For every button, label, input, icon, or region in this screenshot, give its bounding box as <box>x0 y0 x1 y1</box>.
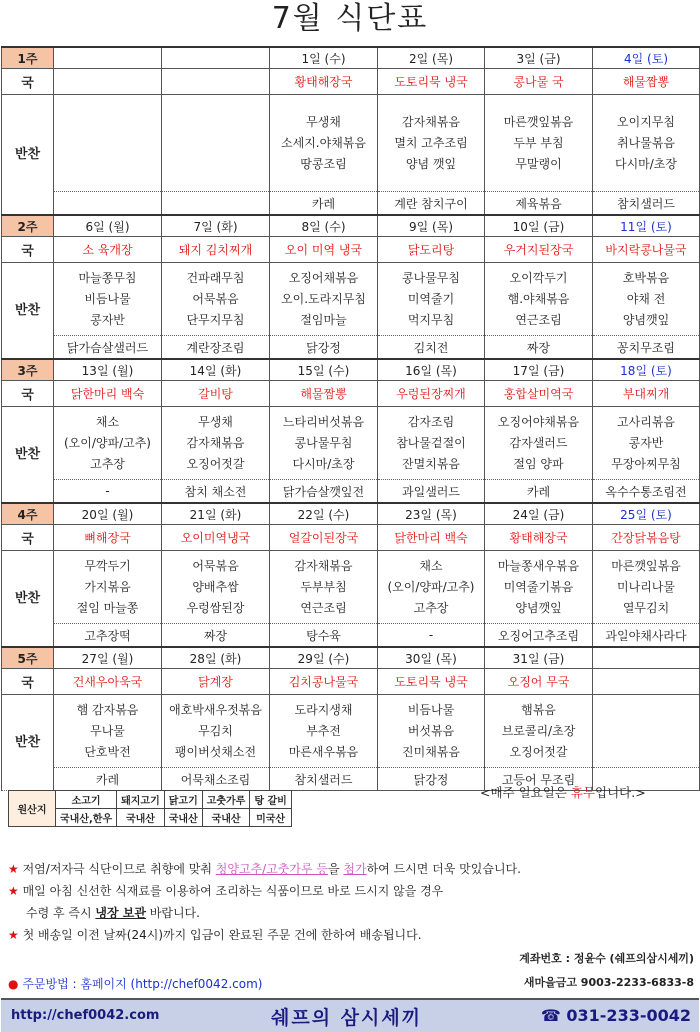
soup-cell: 뼈해장국 <box>54 525 162 551</box>
soup-cell: 우렁된장찌개 <box>378 381 485 407</box>
side-item: 오징어채볶음 <box>288 270 359 285</box>
week-label: 3주 <box>2 359 54 381</box>
side-cell <box>485 263 593 336</box>
extra-dish: 닭강정 <box>270 336 378 360</box>
soup-cell: 얼갈이된장국 <box>270 525 378 551</box>
week-label: 2주 <box>2 215 54 237</box>
side-item: 우렁쌈된장 <box>186 600 245 615</box>
side-cell <box>485 695 593 768</box>
extra-dish: 닭가슴살깻잎전 <box>270 480 378 504</box>
side-cell <box>54 263 162 336</box>
side-cell <box>162 95 270 192</box>
side-cell <box>162 263 270 336</box>
origin-value: 국내산 <box>117 809 165 827</box>
side-cell <box>162 551 270 624</box>
side-item: 무생채 <box>306 114 341 129</box>
day-header: 14일 (화) <box>162 359 270 381</box>
side-item: 오징어야채볶음 <box>497 414 580 429</box>
side-item: 미역줄기 <box>407 291 455 306</box>
side-item: 어묵볶음 <box>192 558 239 573</box>
day-header: 21일 (화) <box>162 503 270 525</box>
extra-dish: 오징어고추조림 <box>485 624 593 648</box>
side-item: 도라지생채 <box>294 702 353 717</box>
side-item: 감자채볶음 <box>186 435 245 450</box>
extra-dish <box>162 192 270 216</box>
extra-dish: 고추장떡 <box>54 624 162 648</box>
side-item: 채소 <box>419 558 443 573</box>
side-item: 연근조림 <box>300 600 347 615</box>
star-icon: ★ <box>8 862 19 876</box>
footer <box>1 998 699 1032</box>
side-item: 햄볶음 <box>521 702 556 717</box>
side-item: 미나리나물 <box>617 579 675 594</box>
soup-cell: 해물짬뽕 <box>593 69 700 95</box>
side-item: 비듬나물 <box>84 291 131 306</box>
soup-cell <box>54 69 162 95</box>
soup-cell: 바지락콩나물국 <box>593 237 700 263</box>
soup-label: 국 <box>2 69 54 95</box>
extra-dish: 계란장조림 <box>162 336 270 360</box>
day-header: 13일 (월) <box>54 359 162 381</box>
note-delivery: ★ 첫 배송일 이전 날짜(24시)까지 입금이 완료된 주문 건에 한하여 배송됩니다. <box>8 928 422 942</box>
side-cell <box>54 95 162 192</box>
soup-cell: 우거지된장국 <box>485 237 593 263</box>
side-item: 소세지.야채볶음 <box>281 135 366 150</box>
origin-table <box>8 790 292 827</box>
side-item: (오이/양파/고추) <box>63 435 151 450</box>
day-header: 20일 (월) <box>54 503 162 525</box>
extra-dish: - <box>378 624 485 648</box>
extra-dish: 어묵채소조림 <box>162 768 270 791</box>
side-item: 다시마/초장 <box>614 156 677 171</box>
note-seasoning: ★ 저염/저자극 식단이므로 취향에 맞춰 청양고추/고춧가루 등을 첨가하여 드시면 더욱 맛있습니다. <box>8 862 521 876</box>
side-cell <box>378 263 485 336</box>
day-header: 3일 (금) <box>485 47 593 69</box>
side-cell <box>593 407 700 480</box>
soup-cell: 소 육개장 <box>54 237 162 263</box>
side-item: 호박볶음 <box>622 270 670 285</box>
side-cell <box>270 695 378 768</box>
side-item: 감자채볶음 <box>402 114 460 129</box>
holiday-notice: <매주 일요일은 휴무입니다.> <box>480 785 646 800</box>
side-cell <box>378 95 485 192</box>
side-cell <box>54 407 162 480</box>
extra-dish: 닭가슴살샐러드 <box>54 336 162 360</box>
extra-dish: 과일샐러드 <box>378 480 485 504</box>
soup-cell: 오징어 무국 <box>485 669 593 695</box>
side-item: 양념깻잎 <box>515 600 562 615</box>
side-cell <box>378 551 485 624</box>
side-cell <box>162 695 270 768</box>
side-cell <box>54 551 162 624</box>
day-header: 15일 (수) <box>270 359 378 381</box>
day-header: 9일 (목) <box>378 215 485 237</box>
soup-cell: 오이미역냉국 <box>162 525 270 551</box>
side-item: 무김치 <box>198 723 233 738</box>
extra-dish: 카레 <box>485 480 593 504</box>
day-header <box>593 647 700 669</box>
note-storage: ★ 매일 아침 신선한 식재료를 이용하여 조리하는 식품이므로 바로 드시지 않을 경우 <box>8 884 444 898</box>
day-header: 4일 (토) <box>593 47 700 69</box>
side-item: 절임 마늘쫑 <box>76 600 139 615</box>
side-cell <box>485 95 593 192</box>
side-item: 두부 부침 <box>513 135 564 150</box>
day-header: 7일 (화) <box>162 215 270 237</box>
soup-cell: 닭계장 <box>162 669 270 695</box>
side-item: 두부부침 <box>300 579 347 594</box>
side-cell <box>270 407 378 480</box>
day-header: 10일 (금) <box>485 215 593 237</box>
soup-cell: 닭도리탕 <box>378 237 485 263</box>
origin-item: 탕 갈비 <box>250 791 291 809</box>
side-item: 느타리버섯볶음 <box>282 414 365 429</box>
side-item: 어묵볶음 <box>192 291 239 306</box>
side-item: 햄.야채볶음 <box>507 291 570 306</box>
soup-cell: 홍합살미역국 <box>485 381 593 407</box>
extra-dish: - <box>54 480 162 504</box>
side-label: 반찬 <box>2 95 54 216</box>
account-number: 새마을금고 9003-2233-6833-8 <box>523 976 694 989</box>
side-item: 콩나물무침 <box>294 435 353 450</box>
extra-dish: 옥수수통조림전 <box>593 480 700 504</box>
week-label: 4주 <box>2 503 54 525</box>
day-header: 24일 (금) <box>485 503 593 525</box>
side-cell <box>593 695 700 768</box>
day-header: 30일 (목) <box>378 647 485 669</box>
side-item: 절임마늘 <box>300 312 347 327</box>
side-item: 감자채볶음 <box>294 558 353 573</box>
extra-dish: 짜장 <box>162 624 270 648</box>
day-header: 28일 (화) <box>162 647 270 669</box>
extra-dish: 제육볶음 <box>485 192 593 216</box>
soup-label: 국 <box>2 237 54 263</box>
origin-value: 미국산 <box>250 809 291 827</box>
side-item: 무나물 <box>90 723 125 738</box>
side-item: 참나물겉절이 <box>396 435 466 450</box>
day-header: 6일 (월) <box>54 215 162 237</box>
extra-dish: 꽁치무조림 <box>593 336 700 360</box>
side-item: 다시마/초장 <box>292 456 355 471</box>
side-item: 건파래무침 <box>186 270 245 285</box>
side-item: 팽이버섯채소전 <box>174 744 257 759</box>
day-header: 27일 (월) <box>54 647 162 669</box>
origin-value: 국내산,한우 <box>56 809 117 827</box>
soup-cell: 콩나물 국 <box>485 69 593 95</box>
extra-dish <box>54 192 162 216</box>
extra-dish: 참치샐러드 <box>270 768 378 791</box>
side-item: 마늘쫑새우볶음 <box>497 558 580 573</box>
star-icon: ★ <box>8 884 19 898</box>
origin-label: 원산지 <box>9 791 56 827</box>
side-item: 오징어젓갈 <box>509 744 568 759</box>
side-item: 오이지무침 <box>617 114 675 129</box>
side-item: 잔멸치볶음 <box>402 456 460 471</box>
origin-item: 닭고기 <box>164 791 202 809</box>
side-item: 진미채볶음 <box>402 744 460 759</box>
star-icon: ★ <box>8 928 19 942</box>
side-item: 애호박새우젓볶음 <box>169 702 262 717</box>
soup-cell: 오이 미역 냉국 <box>270 237 378 263</box>
side-label: 반찬 <box>2 407 54 504</box>
side-item: 부추전 <box>306 723 341 738</box>
side-item: 햄 감자볶음 <box>76 702 139 717</box>
side-item: 멸치 고추조림 <box>394 135 468 150</box>
side-item: 미역줄기볶음 <box>503 579 574 594</box>
side-item: 무생채 <box>198 414 233 429</box>
side-item: 마른깻잎볶음 <box>611 558 681 573</box>
side-item: 양념 깻잎 <box>405 156 457 171</box>
side-item: 땅콩조림 <box>300 156 347 171</box>
soup-cell: 김치콩나물국 <box>270 669 378 695</box>
page-title: 7월 식단표 <box>271 1 429 36</box>
extra-dish: 고등어 무조림 <box>485 768 593 791</box>
side-cell <box>270 551 378 624</box>
side-cell <box>162 407 270 480</box>
side-item: 오이.도라지무침 <box>281 291 366 306</box>
extra-dish: 김치전 <box>378 336 485 360</box>
extra-dish: 탕수육 <box>270 624 378 648</box>
side-item: 절임 양파 <box>513 456 564 471</box>
side-item: 무장아찌무침 <box>611 456 681 471</box>
side-cell <box>270 263 378 336</box>
side-item: 취나물볶음 <box>617 135 675 150</box>
side-cell <box>378 407 485 480</box>
day-header: 8일 (수) <box>270 215 378 237</box>
side-item: 야채 전 <box>626 291 666 306</box>
soup-label: 국 <box>2 525 54 551</box>
side-item: 양념깻잎 <box>622 312 670 327</box>
soup-cell: 부대찌개 <box>593 381 700 407</box>
soup-cell <box>162 69 270 95</box>
footer-phone: ☎ 031-233-0042 <box>540 1006 691 1025</box>
footer-brand: 쉐프의 삼시세끼 <box>271 1007 423 1029</box>
side-item: 양배추쌈 <box>192 579 239 594</box>
side-item: 연근조림 <box>515 312 562 327</box>
day-header: 25일 (토) <box>593 503 700 525</box>
extra-dish: 닭강정 <box>378 768 485 791</box>
side-item: 고추장 <box>90 456 125 471</box>
side-item: 채소 <box>95 414 120 429</box>
side-item: 마른깻잎볶음 <box>503 114 574 129</box>
side-label: 반찬 <box>2 551 54 648</box>
side-cell <box>270 95 378 192</box>
side-cell <box>378 695 485 768</box>
extra-dish: 과일야채사라다 <box>593 624 700 648</box>
account-holder: 계좌번호 : 정윤수 (쉐프의삼시세끼) <box>519 952 694 965</box>
day-header: 2일 (목) <box>378 47 485 69</box>
day-header: 29일 (수) <box>270 647 378 669</box>
side-item: 무깍두기 <box>84 558 131 573</box>
day-header: 17일 (금) <box>485 359 593 381</box>
side-item: 오이깍두기 <box>509 270 568 285</box>
side-item: 고사리볶음 <box>617 414 675 429</box>
side-label: 반찬 <box>2 695 54 791</box>
soup-cell: 닭한마리 백숙 <box>54 381 162 407</box>
side-item: 먹지무침 <box>407 312 455 327</box>
side-item: 가지볶음 <box>84 579 131 594</box>
soup-cell: 도토리묵 냉국 <box>378 669 485 695</box>
side-item: 감자샐러드 <box>509 435 568 450</box>
footer-url[interactable]: http://chef0042.com <box>11 1008 160 1023</box>
side-item: 마늘쫑무침 <box>78 270 137 285</box>
day-header: 1일 (수) <box>270 47 378 69</box>
side-item: 감자조림 <box>407 414 455 429</box>
soup-cell: 해물짬뽕 <box>270 381 378 407</box>
origin-value: 국내산 <box>202 809 250 827</box>
side-item: 브로콜리/초장 <box>501 723 576 738</box>
day-header: 18일 (토) <box>593 359 700 381</box>
origin-value: 국내산 <box>164 809 202 827</box>
soup-label: 국 <box>2 669 54 695</box>
week-label: 5주 <box>2 647 54 669</box>
day-header <box>162 47 270 69</box>
soup-cell: 돼지 김치찌개 <box>162 237 270 263</box>
extra-dish: 참치샐러드 <box>593 192 700 216</box>
side-item: 단호박전 <box>84 744 131 759</box>
side-item: 단무지무침 <box>186 312 245 327</box>
side-item: (오이/양파/고추) <box>387 579 475 594</box>
side-item: 비듬나물 <box>407 702 455 717</box>
soup-label: 국 <box>2 381 54 407</box>
soup-cell: 건새우아욱국 <box>54 669 162 695</box>
day-header: 16일 (목) <box>378 359 485 381</box>
extra-dish: 카레 <box>54 768 162 791</box>
side-item: 고추장 <box>413 600 449 615</box>
side-item: 무말랭이 <box>515 156 562 171</box>
side-item: 열무김치 <box>622 600 670 615</box>
extra-dish: 짜장 <box>485 336 593 360</box>
soup-cell: 도토리묵 냉국 <box>378 69 485 95</box>
menu-table <box>1 46 700 791</box>
day-header: 31일 (금) <box>485 647 593 669</box>
soup-cell: 황태해장국 <box>270 69 378 95</box>
day-header: 22일 (수) <box>270 503 378 525</box>
side-label: 반찬 <box>2 263 54 360</box>
order-method: ● 주문방법 : 홈페이지 (http://chef0042.com) <box>8 977 263 991</box>
side-item: 오징어젓갈 <box>186 456 245 471</box>
day-header: 23일 (목) <box>378 503 485 525</box>
extra-dish: 참치 채소전 <box>162 480 270 504</box>
extra-dish: 카레 <box>270 192 378 216</box>
side-item: 마른새우볶음 <box>288 744 359 759</box>
extra-dish: 계란 참치구이 <box>378 192 485 216</box>
side-cell <box>593 95 700 192</box>
bullet-icon: ● <box>8 977 19 991</box>
account-info <box>519 947 694 995</box>
side-cell <box>54 695 162 768</box>
soup-cell: 간장닭볶음탕 <box>593 525 700 551</box>
side-item: 콩자반 <box>628 435 664 450</box>
soup-cell: 닭한마리 백숙 <box>378 525 485 551</box>
side-cell <box>593 263 700 336</box>
side-cell <box>485 551 593 624</box>
soup-cell <box>593 669 700 695</box>
side-item: 버섯볶음 <box>407 723 455 738</box>
origin-item: 소고기 <box>56 791 117 809</box>
day-header <box>54 47 162 69</box>
side-cell <box>485 407 593 480</box>
side-item: 콩나물무침 <box>402 270 460 285</box>
week-label: 1주 <box>2 47 54 69</box>
origin-item: 돼지고기 <box>117 791 165 809</box>
origin-item: 고춧가루 <box>202 791 250 809</box>
note-storage-2: 수령 후 즉시 냉장 보관 바랍니다. <box>26 906 200 920</box>
side-item: 콩자반 <box>90 312 125 327</box>
side-cell <box>593 551 700 624</box>
soup-cell: 황태해장국 <box>485 525 593 551</box>
soup-cell: 갈비탕 <box>162 381 270 407</box>
day-header: 11일 (토) <box>593 215 700 237</box>
